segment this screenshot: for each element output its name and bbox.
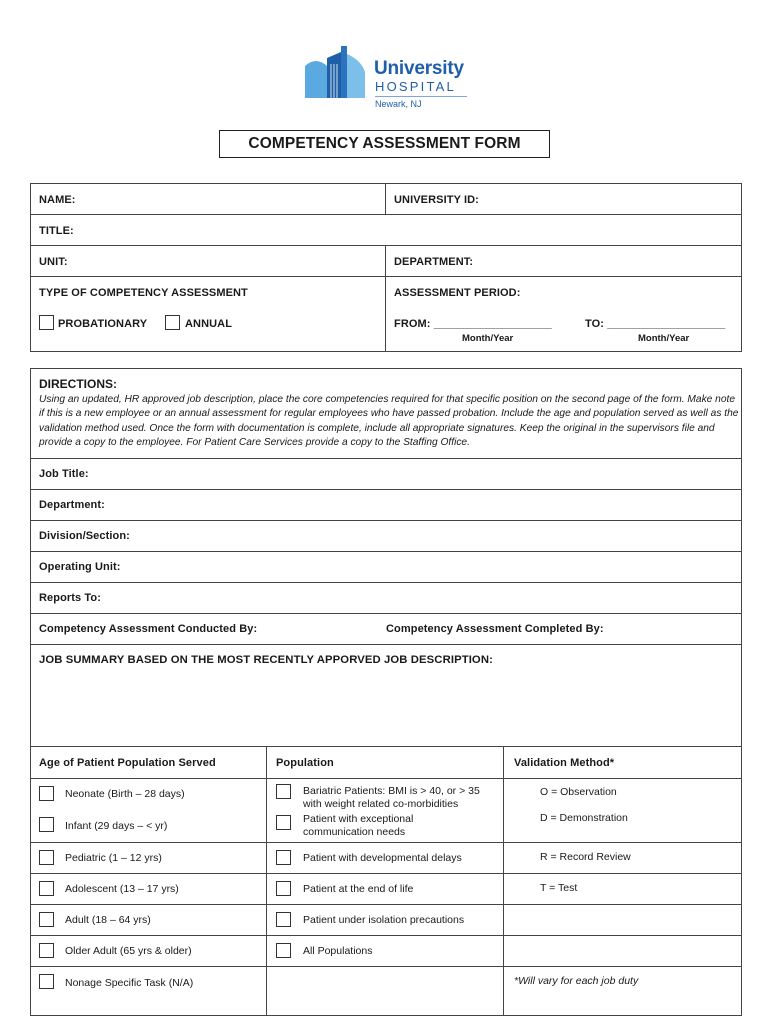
validation-option: O = Observation bbox=[540, 786, 617, 798]
operating-unit-field[interactable]: Operating Unit: bbox=[39, 561, 121, 573]
period-to-field[interactable]: TO: ___________________ bbox=[585, 318, 726, 330]
pediatric-checkbox[interactable] bbox=[39, 850, 54, 865]
job-summary-heading: JOB SUMMARY BASED ON THE MOST RECENTLY APPORVED JOB DESCRIPTION: bbox=[39, 654, 493, 666]
period-from-field[interactable]: FROM: ___________________ bbox=[394, 318, 552, 330]
divider bbox=[30, 245, 742, 246]
age-option-label: Neonate (Birth – 28 days) bbox=[65, 788, 185, 800]
divider bbox=[30, 520, 742, 521]
age-option-label: Pediatric (1 – 12 yrs) bbox=[65, 852, 162, 864]
assessment-type-label: TYPE OF COMPETENCY ASSESSMENT bbox=[39, 287, 248, 299]
logo-location-text: Newark, NJ bbox=[375, 99, 422, 109]
job-title-field[interactable]: Job Title: bbox=[39, 468, 89, 480]
population-option-label: Patient with developmental delays bbox=[303, 852, 462, 864]
annual-checkbox[interactable] bbox=[165, 315, 180, 330]
divider bbox=[30, 935, 742, 936]
population-option-label: Bariatric Patients: BMI is > 40, or > 35 with weight related co-morbidities bbox=[303, 785, 480, 810]
age-option-label: Nonage Specific Task (N/A) bbox=[65, 977, 194, 989]
population-column-header: Population bbox=[276, 757, 334, 769]
from-hint: Month/Year bbox=[462, 333, 514, 344]
divider bbox=[385, 183, 386, 214]
divider bbox=[385, 245, 386, 352]
form-title: COMPETENCY ASSESSMENT FORM bbox=[219, 130, 550, 158]
infant-checkbox[interactable] bbox=[39, 817, 54, 832]
population-option-label: All Populations bbox=[303, 945, 373, 957]
neonate-checkbox[interactable] bbox=[39, 786, 54, 801]
to-hint: Month/Year bbox=[638, 333, 690, 344]
age-option-label: Older Adult (65 yrs & older) bbox=[65, 945, 192, 957]
divider bbox=[30, 582, 742, 583]
age-option-label: Adult (18 – 64 yrs) bbox=[65, 914, 151, 926]
divider bbox=[30, 489, 742, 490]
assessment-period-label: ASSESSMENT PERIOD: bbox=[394, 287, 521, 299]
divider bbox=[503, 746, 504, 1016]
population-option-label: Patient at the end of life bbox=[303, 883, 414, 895]
divider bbox=[30, 276, 742, 277]
title-label: TITLE: bbox=[39, 225, 74, 237]
validation-option: R = Record Review bbox=[540, 851, 631, 863]
isolation-precautions-checkbox[interactable] bbox=[276, 912, 291, 927]
developmental-delays-checkbox[interactable] bbox=[276, 850, 291, 865]
divider bbox=[30, 644, 742, 645]
communication-needs-checkbox[interactable] bbox=[276, 815, 291, 830]
adolescent-checkbox[interactable] bbox=[39, 881, 54, 896]
department-label: DEPARTMENT: bbox=[394, 256, 474, 268]
probationary-label: PROBATIONARY bbox=[58, 318, 148, 330]
directions-heading: DIRECTIONS: bbox=[39, 377, 117, 391]
directions-text: Using an updated, HR approved job description, place the core competencies required for that specific position on the second page of the form. Make note if this is a new employee or an annual assessment for regular employees who have passed probation. Include the age and population served as well as the validation method used. Once the form with documentation is complete, include all appropriate signatures. Keep the original in the supervisors file and provide a copy to the employee. For Patient Care Services provide a copy to the Staffing Office. bbox=[39, 394, 739, 448]
validation-option: D = Demonstration bbox=[540, 812, 628, 824]
divider bbox=[30, 778, 742, 779]
end-of-life-checkbox[interactable] bbox=[276, 881, 291, 896]
name-label: NAME: bbox=[39, 194, 76, 206]
age-option-label: Adolescent (13 – 17 yrs) bbox=[65, 883, 179, 895]
divider bbox=[30, 966, 742, 967]
logo-divider bbox=[375, 96, 467, 97]
population-option-label: Patient with exceptional communication needs bbox=[303, 813, 414, 838]
divider bbox=[30, 551, 742, 552]
all-populations-checkbox[interactable] bbox=[276, 943, 291, 958]
nonage-specific-checkbox[interactable] bbox=[39, 974, 54, 989]
annual-label: ANNUAL bbox=[185, 318, 233, 330]
divider bbox=[30, 746, 742, 747]
probationary-checkbox[interactable] bbox=[39, 315, 54, 330]
divider bbox=[30, 842, 742, 843]
university-id-label: UNIVERSITY ID: bbox=[394, 194, 479, 206]
completed-by-field[interactable]: Competency Assessment Completed By: bbox=[386, 623, 604, 635]
age-column-header: Age of Patient Population Served bbox=[39, 757, 216, 769]
divider bbox=[30, 214, 742, 215]
validation-column-header: Validation Method* bbox=[514, 757, 615, 769]
job-summary-input[interactable] bbox=[31, 670, 741, 744]
logo-university-text: University bbox=[374, 58, 464, 79]
adult-checkbox[interactable] bbox=[39, 912, 54, 927]
divider bbox=[30, 613, 742, 614]
conducted-by-field[interactable]: Competency Assessment Conducted By: bbox=[39, 623, 258, 635]
validation-footnote: *Will vary for each job duty bbox=[514, 975, 639, 987]
bariatric-checkbox[interactable] bbox=[276, 784, 291, 799]
validation-option: T = Test bbox=[540, 882, 578, 894]
divider bbox=[30, 458, 742, 459]
divider bbox=[30, 873, 742, 874]
unit-label: UNIT: bbox=[39, 256, 68, 268]
job-department-field[interactable]: Department: bbox=[39, 499, 105, 511]
reports-to-field[interactable]: Reports To: bbox=[39, 592, 102, 604]
hospital-logo bbox=[303, 44, 478, 116]
age-option-label: Infant (29 days – < yr) bbox=[65, 820, 168, 832]
divider bbox=[266, 746, 267, 1016]
older-adult-checkbox[interactable] bbox=[39, 943, 54, 958]
divider bbox=[30, 904, 742, 905]
division-section-field[interactable]: Division/Section: bbox=[39, 530, 130, 542]
hospital-building-icon bbox=[303, 44, 369, 102]
logo-hospital-text: HOSPITAL bbox=[375, 79, 456, 94]
population-option-label: Patient under isolation precautions bbox=[303, 914, 465, 926]
